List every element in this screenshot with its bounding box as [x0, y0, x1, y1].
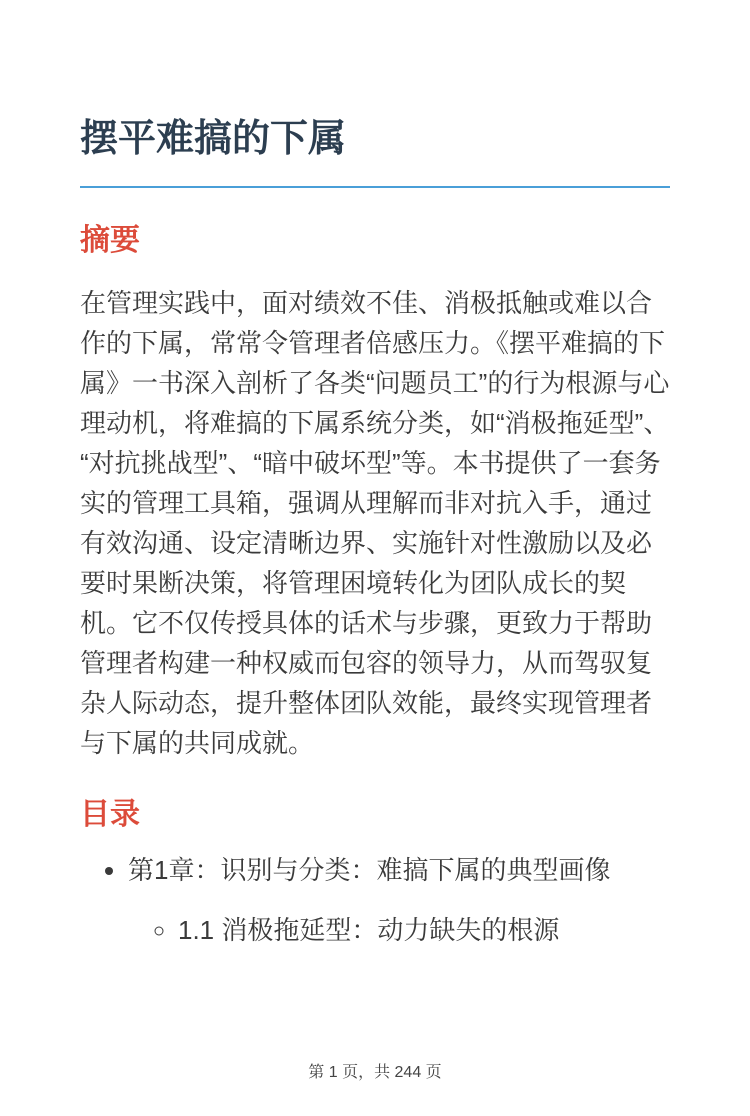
title-divider	[80, 186, 670, 188]
page-title: 摆平难搞的下属	[80, 118, 347, 160]
document-page	[0, 116, 750, 1116]
toc-item-chapter-1	[128, 850, 670, 950]
abstract-paragraph: 在管理实践中，面对绩效不佳、消极抵触或难以合作的下属，常常令管理者倍感压力。《摆平难搞的下属》一书深入剖析了各类“问题员工”的行为根源与心理动机，将难搞的下属系统分类，如“消极拖延型”、“对抗挑战型”、“暗中破坏型”等。本书提供了一套务实的管理工具箱，强调从理解而非对抗入手，通过有效沟通、设定清晰边界、实施针对性激励以及必要时果断决策，将管理困境转化为团队成长的契机。它不仅传授具体的话术与步骤，更致力于帮助管理者构建一种权威而包容的领导力，从而驾驭复杂人际动态，提升整体团队效能，最终实现管理者与下属的共同成就。	[80, 288, 670, 758]
toc-heading: 目录	[80, 798, 140, 831]
toc-item-chapter-1-label: 第1章：识别与分类：难搞下属的典型画像	[128, 855, 611, 885]
toc-item-1-1	[178, 910, 670, 950]
toc-item-1-1-label: 1.1 消极拖延型：动力缺失的根源	[178, 915, 560, 945]
toc-sublist-chapter-1	[128, 910, 670, 950]
page-content	[0, 116, 750, 950]
abstract-heading: 摘要	[80, 224, 140, 257]
toc-list	[80, 850, 670, 950]
page-number-indicator: 第 1 页，共 244 页	[308, 1064, 442, 1081]
